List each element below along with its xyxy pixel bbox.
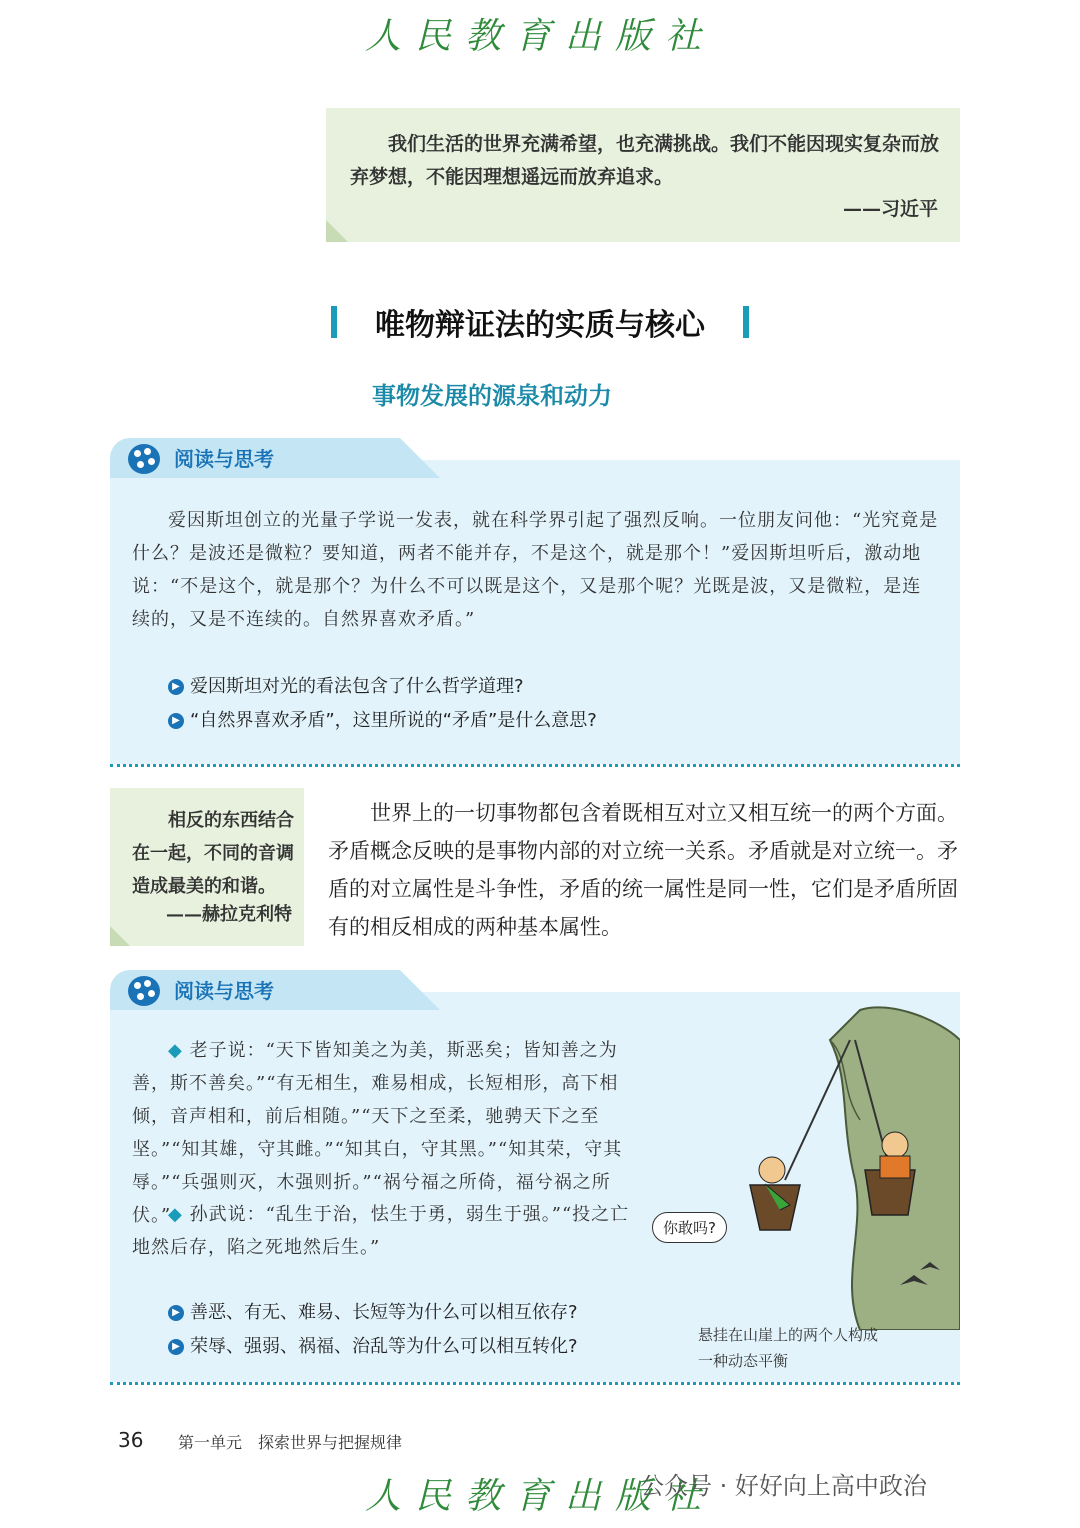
publisher-logo-top: 人民教育出版社 <box>364 16 715 57</box>
body-paragraph: 世界上的一切事物都包含着既相互对立又相互统一的两个方面。矛盾概念反映的是事物内部的对立统一关系。矛盾就是对立统一。矛盾的对立属性是斗争性，矛盾的统一属性是同一性，它们是矛盾所固有的相反相成的两种基本属性。 <box>328 801 958 939</box>
arrow-icon: ▶ <box>168 713 184 729</box>
laozi-paragraph: ◆ 老子说：“天下皆知美之为美，斯恶矣；皆知善之为善，斯不善矣。”“有无相生，难易相成，长短相形，高下相倾，音声相和，前后相随。”“天下之至柔，驰骋天下之至坚。”“知其雄，守其雌。”“知其白，守其黑。”“知其荣，守其辱。”“兵强则灭，木强则折。”“祸兮福之所倚，福兮祸之所伏。” <box>132 1040 623 1226</box>
unit-title: 第一单元 探索世界与把握规律 <box>178 1433 403 1452</box>
title-bar-left <box>331 306 337 338</box>
sunwu-paragraph: ◆ 孙武说：“乱生于治，怯生于勇，弱生于强。”“投之亡地然后存，陷之死地然后生。” <box>132 1204 630 1258</box>
reading-box-1 <box>110 447 960 764</box>
question-1: ▶ 善恶、有无、难易、长短等为什么可以相互依存? <box>168 1298 578 1324</box>
publisher-logo-bottom: 人民教育出版社 <box>364 1476 715 1517</box>
quote-text: 我们生活的世界充满希望，也充满挑战。我们不能因现实复杂而放弃梦想，不能因理想遥远而放弃追求。 <box>350 133 940 188</box>
reading-label: 阅读与思考 <box>174 979 274 1003</box>
reading-tab-tail <box>400 438 440 478</box>
side-quote-text: 相反的东西结合在一起，不同的音调造成最美的和谐。 <box>132 810 294 897</box>
illustration-caption: 悬挂在山崖上的两个人构成一种动态平衡 <box>698 1326 879 1370</box>
question-2: ▶ “自然界喜欢矛盾”，这里所说的“矛盾”是什么意思? <box>168 706 597 732</box>
palette-icon <box>128 444 160 474</box>
reading-tab-tail <box>400 970 440 1010</box>
arrow-icon: ▶ <box>168 1305 184 1321</box>
section-title <box>0 300 1080 344</box>
reading-label: 阅读与思考 <box>174 447 274 471</box>
dotted-divider <box>110 764 960 767</box>
question-1: ▶ 爱因斯坦对光的看法包含了什么哲学道理? <box>168 672 524 698</box>
reading-paragraph: 爱因斯坦创立的光量子学说一发表，就在科学界引起了强烈反响。一位朋友问他：“光究竟是什么？是波还是微粒？要知道，两者不能并存，不是这个，就是那个！”爱因斯坦听后，激动地说：“不是这个，就是那个？为什么不可以既是这个，又是那个呢？光既是波，又是微粒，是连续的，又是不连续的。自然界喜欢矛盾。” <box>132 510 939 630</box>
arrow-icon: ▶ <box>168 679 184 695</box>
diamond-icon: ◆ <box>168 1040 190 1061</box>
cliff-illustration <box>690 1000 960 1330</box>
speech-bubble: 你敢吗? <box>652 1212 727 1243</box>
quote-author: ——习近平 <box>842 198 938 220</box>
arrow-icon: ▶ <box>168 1339 184 1355</box>
palette-icon <box>128 976 160 1006</box>
page-number: 36 <box>118 1428 144 1452</box>
watermark: 公众号 · 好好向上高中政治 <box>640 1472 927 1500</box>
quote-box <box>326 108 960 242</box>
question-2: ▶ 荣辱、强弱、祸福、治乱等为什么可以相互转化? <box>168 1332 578 1358</box>
dotted-divider <box>110 1382 960 1385</box>
reading-box-2 <box>110 979 960 1382</box>
side-quote-box <box>110 788 304 946</box>
section-title-text: 唯物辩证法的实质与核心 <box>375 308 705 343</box>
diamond-icon: ◆ <box>168 1204 190 1225</box>
side-quote-author: ——赫拉克利特 <box>166 904 292 925</box>
page-fold-decoration <box>110 926 130 946</box>
title-bar-right <box>743 306 749 338</box>
subtitle: 事物发展的源泉和动力 <box>372 381 612 410</box>
page-fold-decoration <box>326 220 348 242</box>
